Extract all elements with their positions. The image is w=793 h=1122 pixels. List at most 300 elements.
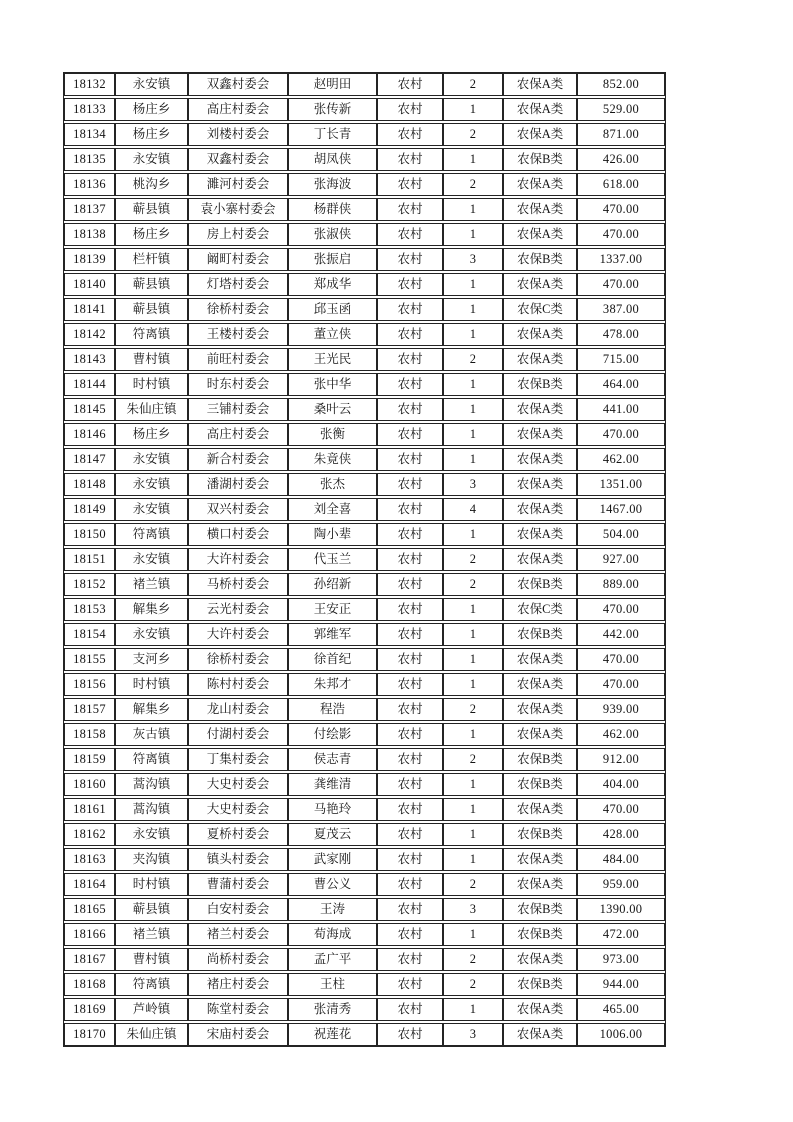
cell-town: 蒿沟镇	[115, 773, 188, 796]
table-row	[64, 973, 665, 996]
cell-insurance-category: 农保C类	[503, 598, 577, 621]
cell-person-name: 丁长青	[288, 123, 377, 146]
cell-record-id: 18143	[64, 348, 115, 371]
cell-person-count: 1	[443, 448, 503, 471]
cell-person-name: 徐首纪	[288, 648, 377, 671]
cell-residence-type: 农村	[377, 748, 443, 771]
cell-village-committee: 前旺村委会	[188, 348, 288, 371]
cell-insurance-category: 农保A类	[503, 123, 577, 146]
cell-village-committee: 褚庄村委会	[188, 973, 288, 996]
cell-village-committee: 陈村村委会	[188, 673, 288, 696]
cell-residence-type: 农村	[377, 373, 443, 396]
cell-village-committee: 大史村委会	[188, 773, 288, 796]
cell-residence-type: 农村	[377, 873, 443, 896]
cell-village-committee: 付湖村委会	[188, 723, 288, 746]
cell-person-name: 董立侠	[288, 323, 377, 346]
cell-insurance-category: 农保B类	[503, 373, 577, 396]
cell-village-committee: 濉河村委会	[188, 173, 288, 196]
cell-residence-type: 农村	[377, 548, 443, 571]
cell-amount: 871.00	[577, 123, 665, 146]
cell-insurance-category: 农保A类	[503, 198, 577, 221]
table-row	[64, 423, 665, 446]
cell-person-name: 邱玉函	[288, 298, 377, 321]
cell-person-count: 1	[443, 273, 503, 296]
cell-record-id: 18140	[64, 273, 115, 296]
cell-person-name: 曹公义	[288, 873, 377, 896]
cell-village-committee: 双鑫村委会	[188, 148, 288, 171]
cell-town: 蕲县镇	[115, 298, 188, 321]
cell-town: 杨庄乡	[115, 98, 188, 121]
cell-insurance-category: 农保A类	[503, 173, 577, 196]
table-row	[64, 523, 665, 546]
cell-town: 栏杆镇	[115, 248, 188, 271]
cell-village-committee: 大许村委会	[188, 623, 288, 646]
cell-amount: 465.00	[577, 998, 665, 1021]
cell-amount: 470.00	[577, 223, 665, 246]
cell-person-name: 王柱	[288, 973, 377, 996]
cell-amount: 852.00	[577, 73, 665, 96]
cell-record-id: 18158	[64, 723, 115, 746]
cell-town: 永安镇	[115, 473, 188, 496]
cell-town: 褚兰镇	[115, 923, 188, 946]
cell-person-name: 刘全喜	[288, 498, 377, 521]
table-row	[64, 823, 665, 846]
cell-town: 解集乡	[115, 698, 188, 721]
cell-village-committee: 夏桥村委会	[188, 823, 288, 846]
table-row	[64, 873, 665, 896]
cell-town: 杨庄乡	[115, 123, 188, 146]
cell-village-committee: 曹蒲村委会	[188, 873, 288, 896]
benefits-table	[63, 72, 666, 1047]
cell-record-id: 18145	[64, 398, 115, 421]
cell-record-id: 18146	[64, 423, 115, 446]
cell-insurance-category: 农保C类	[503, 298, 577, 321]
cell-person-name: 张中华	[288, 373, 377, 396]
cell-residence-type: 农村	[377, 348, 443, 371]
cell-insurance-category: 农保A类	[503, 498, 577, 521]
cell-person-count: 1	[443, 823, 503, 846]
table-row	[64, 748, 665, 771]
cell-insurance-category: 农保A类	[503, 398, 577, 421]
cell-person-name: 张振启	[288, 248, 377, 271]
cell-amount: 504.00	[577, 523, 665, 546]
cell-insurance-category: 农保A类	[503, 723, 577, 746]
cell-amount: 470.00	[577, 648, 665, 671]
cell-insurance-category: 农保A类	[503, 1023, 577, 1046]
cell-residence-type: 农村	[377, 648, 443, 671]
cell-person-name: 武家刚	[288, 848, 377, 871]
cell-record-id: 18166	[64, 923, 115, 946]
cell-insurance-category: 农保A类	[503, 648, 577, 671]
cell-amount: 387.00	[577, 298, 665, 321]
cell-town: 杨庄乡	[115, 423, 188, 446]
cell-record-id: 18164	[64, 873, 115, 896]
cell-amount: 470.00	[577, 273, 665, 296]
cell-record-id: 18152	[64, 573, 115, 596]
cell-person-count: 1	[443, 773, 503, 796]
table-row	[64, 848, 665, 871]
cell-town: 朱仙庄镇	[115, 1023, 188, 1046]
cell-town: 曹村镇	[115, 948, 188, 971]
cell-town: 永安镇	[115, 148, 188, 171]
cell-record-id: 18167	[64, 948, 115, 971]
cell-village-committee: 大许村委会	[188, 548, 288, 571]
cell-town: 杨庄乡	[115, 223, 188, 246]
cell-amount: 959.00	[577, 873, 665, 896]
cell-insurance-category: 农保A类	[503, 473, 577, 496]
cell-record-id: 18132	[64, 73, 115, 96]
cell-residence-type: 农村	[377, 323, 443, 346]
cell-amount: 618.00	[577, 173, 665, 196]
cell-amount: 1006.00	[577, 1023, 665, 1046]
cell-insurance-category: 农保A类	[503, 73, 577, 96]
cell-person-name: 赵明田	[288, 73, 377, 96]
cell-person-count: 1	[443, 923, 503, 946]
cell-town: 蒿沟镇	[115, 798, 188, 821]
cell-person-count: 1	[443, 723, 503, 746]
cell-record-id: 18162	[64, 823, 115, 846]
cell-person-count: 4	[443, 498, 503, 521]
cell-amount: 470.00	[577, 198, 665, 221]
table-row	[64, 173, 665, 196]
cell-record-id: 18151	[64, 548, 115, 571]
cell-residence-type: 农村	[377, 73, 443, 96]
cell-person-count: 2	[443, 573, 503, 596]
table-row	[64, 898, 665, 921]
table-row	[64, 473, 665, 496]
cell-amount: 1390.00	[577, 898, 665, 921]
cell-village-committee: 高庄村委会	[188, 98, 288, 121]
cell-village-committee: 丁集村委会	[188, 748, 288, 771]
cell-village-committee: 龙山村委会	[188, 698, 288, 721]
cell-amount: 462.00	[577, 723, 665, 746]
cell-village-committee: 宋庙村委会	[188, 1023, 288, 1046]
cell-town: 蕲县镇	[115, 198, 188, 221]
table-row	[64, 323, 665, 346]
cell-insurance-category: 农保A类	[503, 998, 577, 1021]
table-row	[64, 773, 665, 796]
table-row	[64, 198, 665, 221]
cell-record-id: 18159	[64, 748, 115, 771]
table-row	[64, 73, 665, 96]
cell-person-count: 1	[443, 998, 503, 1021]
cell-town: 永安镇	[115, 623, 188, 646]
cell-town: 符离镇	[115, 973, 188, 996]
cell-record-id: 18136	[64, 173, 115, 196]
cell-record-id: 18137	[64, 198, 115, 221]
cell-insurance-category: 农保A类	[503, 273, 577, 296]
cell-village-committee: 新合村委会	[188, 448, 288, 471]
table-row	[64, 598, 665, 621]
cell-person-count: 1	[443, 523, 503, 546]
cell-town: 永安镇	[115, 498, 188, 521]
cell-village-committee: 王楼村委会	[188, 323, 288, 346]
cell-person-count: 1	[443, 648, 503, 671]
cell-amount: 464.00	[577, 373, 665, 396]
cell-village-committee: 阚町村委会	[188, 248, 288, 271]
cell-town: 朱仙庄镇	[115, 398, 188, 421]
cell-residence-type: 农村	[377, 623, 443, 646]
cell-amount: 1337.00	[577, 248, 665, 271]
cell-person-count: 1	[443, 298, 503, 321]
cell-town: 永安镇	[115, 448, 188, 471]
cell-person-name: 张淑侠	[288, 223, 377, 246]
cell-village-committee: 尚桥村委会	[188, 948, 288, 971]
cell-amount: 529.00	[577, 98, 665, 121]
cell-residence-type: 农村	[377, 573, 443, 596]
cell-residence-type: 农村	[377, 223, 443, 246]
cell-village-committee: 白安村委会	[188, 898, 288, 921]
table-row	[64, 923, 665, 946]
cell-amount: 889.00	[577, 573, 665, 596]
table-row	[64, 248, 665, 271]
cell-record-id: 18163	[64, 848, 115, 871]
table-row	[64, 948, 665, 971]
table-row	[64, 148, 665, 171]
cell-record-id: 18149	[64, 498, 115, 521]
cell-residence-type: 农村	[377, 1023, 443, 1046]
cell-insurance-category: 农保A类	[503, 448, 577, 471]
cell-person-count: 1	[443, 623, 503, 646]
cell-town: 解集乡	[115, 598, 188, 621]
cell-amount: 927.00	[577, 548, 665, 571]
cell-village-committee: 刘楼村委会	[188, 123, 288, 146]
table-row	[64, 223, 665, 246]
cell-record-id: 18153	[64, 598, 115, 621]
cell-record-id: 18148	[64, 473, 115, 496]
cell-amount: 1351.00	[577, 473, 665, 496]
cell-village-committee: 陈堂村委会	[188, 998, 288, 1021]
cell-record-id: 18144	[64, 373, 115, 396]
cell-person-count: 1	[443, 398, 503, 421]
cell-town: 时村镇	[115, 373, 188, 396]
cell-record-id: 18141	[64, 298, 115, 321]
cell-amount: 1467.00	[577, 498, 665, 521]
cell-person-count: 2	[443, 348, 503, 371]
cell-residence-type: 农村	[377, 948, 443, 971]
cell-person-name: 孟广平	[288, 948, 377, 971]
cell-person-name: 代玉兰	[288, 548, 377, 571]
table-row	[64, 298, 665, 321]
cell-record-id: 18155	[64, 648, 115, 671]
cell-person-count: 2	[443, 748, 503, 771]
table-row	[64, 573, 665, 596]
cell-record-id: 18170	[64, 1023, 115, 1046]
cell-amount: 484.00	[577, 848, 665, 871]
cell-person-name: 付绘影	[288, 723, 377, 746]
cell-residence-type: 农村	[377, 673, 443, 696]
cell-person-count: 1	[443, 198, 503, 221]
cell-person-name: 王光民	[288, 348, 377, 371]
cell-amount: 478.00	[577, 323, 665, 346]
cell-insurance-category: 农保A类	[503, 523, 577, 546]
cell-record-id: 18150	[64, 523, 115, 546]
cell-person-name: 张衡	[288, 423, 377, 446]
cell-insurance-category: 农保B类	[503, 923, 577, 946]
cell-person-count: 2	[443, 948, 503, 971]
cell-insurance-category: 农保B类	[503, 973, 577, 996]
cell-person-name: 侯志青	[288, 748, 377, 771]
cell-village-committee: 徐桥村委会	[188, 648, 288, 671]
cell-town: 永安镇	[115, 548, 188, 571]
cell-residence-type: 农村	[377, 273, 443, 296]
cell-residence-type: 农村	[377, 398, 443, 421]
cell-person-name: 夏茂云	[288, 823, 377, 846]
cell-person-count: 3	[443, 473, 503, 496]
cell-residence-type: 农村	[377, 298, 443, 321]
cell-record-id: 18161	[64, 798, 115, 821]
cell-town: 曹村镇	[115, 348, 188, 371]
cell-town: 符离镇	[115, 523, 188, 546]
cell-person-count: 2	[443, 123, 503, 146]
cell-insurance-category: 农保B类	[503, 573, 577, 596]
cell-person-count: 3	[443, 898, 503, 921]
cell-record-id: 18156	[64, 673, 115, 696]
cell-amount: 470.00	[577, 673, 665, 696]
table-row	[64, 398, 665, 421]
cell-insurance-category: 农保A类	[503, 673, 577, 696]
table-row	[64, 348, 665, 371]
cell-residence-type: 农村	[377, 898, 443, 921]
cell-residence-type: 农村	[377, 198, 443, 221]
cell-amount: 470.00	[577, 798, 665, 821]
cell-record-id: 18142	[64, 323, 115, 346]
table-row	[64, 98, 665, 121]
cell-insurance-category: 农保B类	[503, 823, 577, 846]
cell-town: 时村镇	[115, 873, 188, 896]
cell-residence-type: 农村	[377, 848, 443, 871]
cell-residence-type: 农村	[377, 773, 443, 796]
cell-town: 褚兰镇	[115, 573, 188, 596]
cell-amount: 470.00	[577, 598, 665, 621]
table-row	[64, 123, 665, 146]
cell-person-name: 张杰	[288, 473, 377, 496]
cell-amount: 472.00	[577, 923, 665, 946]
cell-person-name: 张清秀	[288, 998, 377, 1021]
cell-residence-type: 农村	[377, 798, 443, 821]
cell-residence-type: 农村	[377, 98, 443, 121]
cell-person-count: 3	[443, 1023, 503, 1046]
cell-village-committee: 灯塔村委会	[188, 273, 288, 296]
cell-person-count: 3	[443, 248, 503, 271]
cell-amount: 428.00	[577, 823, 665, 846]
cell-record-id: 18154	[64, 623, 115, 646]
cell-insurance-category: 农保A类	[503, 798, 577, 821]
cell-residence-type: 农村	[377, 923, 443, 946]
cell-insurance-category: 农保A类	[503, 873, 577, 896]
cell-village-committee: 双鑫村委会	[188, 73, 288, 96]
cell-record-id: 18139	[64, 248, 115, 271]
cell-amount: 973.00	[577, 948, 665, 971]
cell-residence-type: 农村	[377, 473, 443, 496]
cell-record-id: 18168	[64, 973, 115, 996]
cell-record-id: 18169	[64, 998, 115, 1021]
cell-insurance-category: 农保B类	[503, 773, 577, 796]
cell-person-count: 2	[443, 973, 503, 996]
cell-person-count: 1	[443, 848, 503, 871]
cell-insurance-category: 农保A类	[503, 548, 577, 571]
cell-amount: 715.00	[577, 348, 665, 371]
cell-person-count: 2	[443, 173, 503, 196]
cell-village-committee: 大史村委会	[188, 798, 288, 821]
cell-amount: 912.00	[577, 748, 665, 771]
cell-town: 永安镇	[115, 73, 188, 96]
cell-insurance-category: 农保A类	[503, 848, 577, 871]
cell-residence-type: 农村	[377, 698, 443, 721]
table-row	[64, 373, 665, 396]
cell-insurance-category: 农保A类	[503, 98, 577, 121]
cell-amount: 442.00	[577, 623, 665, 646]
cell-insurance-category: 农保B类	[503, 148, 577, 171]
cell-insurance-category: 农保B类	[503, 748, 577, 771]
cell-person-name: 程浩	[288, 698, 377, 721]
cell-record-id: 18157	[64, 698, 115, 721]
table-row	[64, 548, 665, 571]
cell-town: 支河乡	[115, 648, 188, 671]
cell-person-name: 张传新	[288, 98, 377, 121]
table-row	[64, 798, 665, 821]
cell-person-name: 荀海成	[288, 923, 377, 946]
cell-person-count: 1	[443, 798, 503, 821]
cell-village-committee: 时东村委会	[188, 373, 288, 396]
cell-residence-type: 农村	[377, 423, 443, 446]
table-row	[64, 998, 665, 1021]
cell-person-name: 桑叶云	[288, 398, 377, 421]
table-row	[64, 498, 665, 521]
cell-person-name: 王安正	[288, 598, 377, 621]
cell-town: 符离镇	[115, 748, 188, 771]
cell-insurance-category: 农保A类	[503, 423, 577, 446]
cell-village-committee: 褚兰村委会	[188, 923, 288, 946]
cell-person-count: 1	[443, 598, 503, 621]
cell-residence-type: 农村	[377, 173, 443, 196]
cell-town: 芦岭镇	[115, 998, 188, 1021]
cell-town: 灰古镇	[115, 723, 188, 746]
cell-record-id: 18147	[64, 448, 115, 471]
table-row	[64, 623, 665, 646]
cell-village-committee: 横口村委会	[188, 523, 288, 546]
table-row	[64, 648, 665, 671]
cell-residence-type: 农村	[377, 598, 443, 621]
cell-person-name: 龚维清	[288, 773, 377, 796]
cell-residence-type: 农村	[377, 823, 443, 846]
cell-town: 桃沟乡	[115, 173, 188, 196]
cell-record-id: 18133	[64, 98, 115, 121]
cell-person-count: 2	[443, 73, 503, 96]
cell-village-committee: 镇头村委会	[188, 848, 288, 871]
cell-village-committee: 云光村委会	[188, 598, 288, 621]
cell-person-count: 2	[443, 548, 503, 571]
cell-insurance-category: 农保A类	[503, 223, 577, 246]
cell-person-count: 1	[443, 373, 503, 396]
cell-residence-type: 农村	[377, 148, 443, 171]
cell-amount: 462.00	[577, 448, 665, 471]
cell-person-count: 1	[443, 98, 503, 121]
cell-person-name: 朱邦才	[288, 673, 377, 696]
cell-insurance-category: 农保A类	[503, 948, 577, 971]
cell-insurance-category: 农保A类	[503, 348, 577, 371]
cell-person-count: 1	[443, 223, 503, 246]
cell-record-id: 18138	[64, 223, 115, 246]
table-row	[64, 723, 665, 746]
table-row	[64, 1023, 665, 1046]
cell-record-id: 18135	[64, 148, 115, 171]
cell-person-name: 胡凤侠	[288, 148, 377, 171]
cell-person-count: 1	[443, 673, 503, 696]
cell-amount: 939.00	[577, 698, 665, 721]
table-row	[64, 698, 665, 721]
table-row	[64, 448, 665, 471]
